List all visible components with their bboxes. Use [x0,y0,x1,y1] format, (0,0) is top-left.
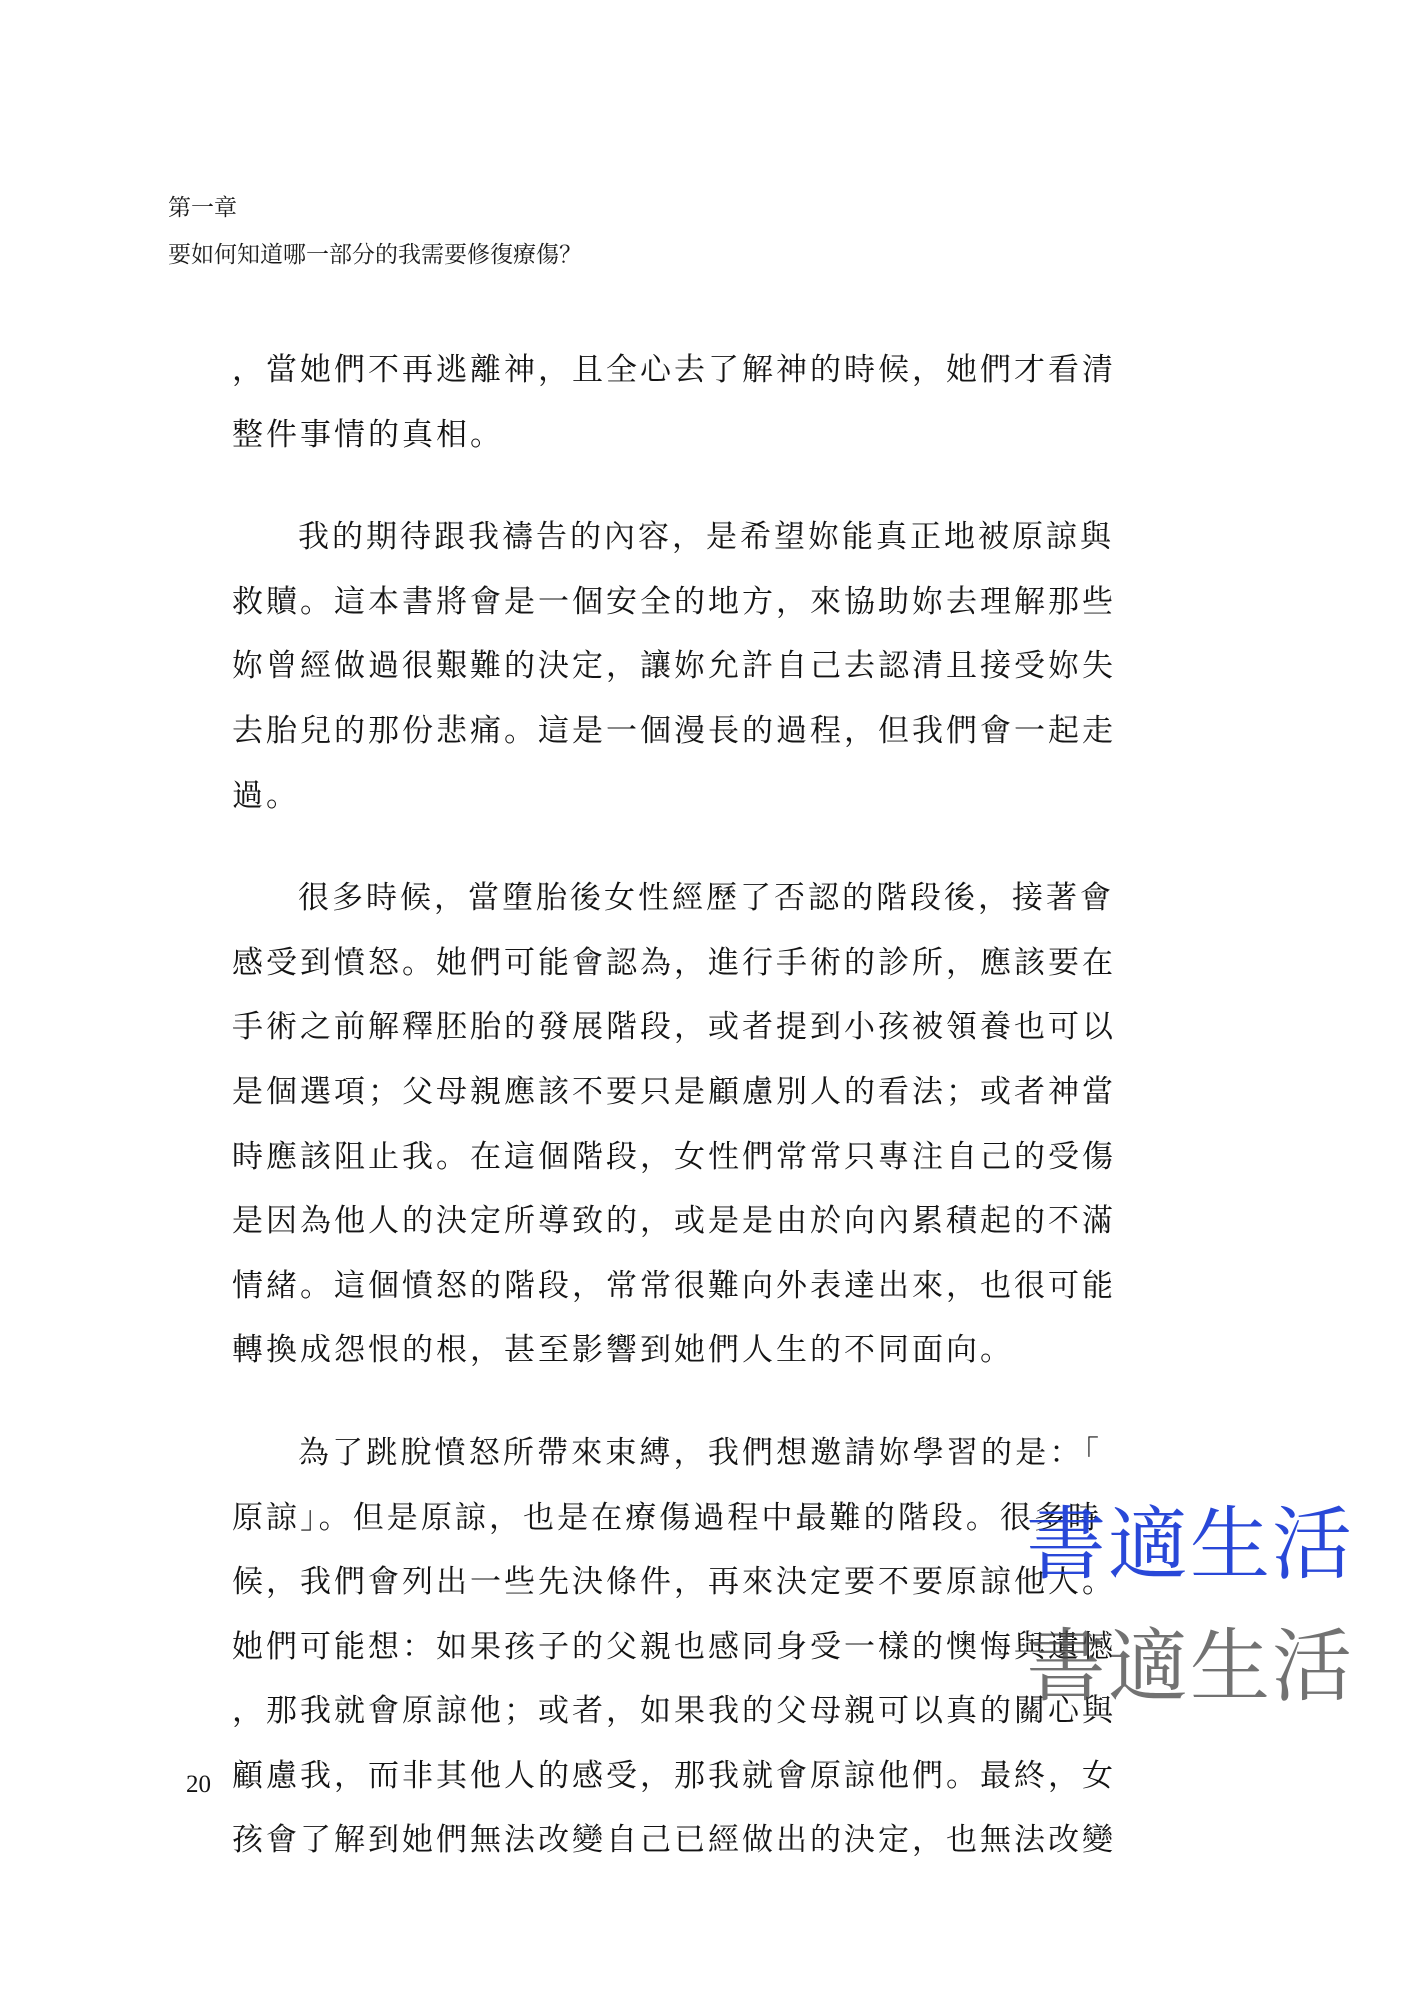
paragraph [232,866,1116,1383]
text-line: 情緒。這個憤怒的階段，常常很難向外表達出來，也很可能 [232,1267,1116,1304]
text-line: 很多時候，當墮胎後女性經歷了否認的階段後，接著會 [298,880,1114,917]
watermark-secondary: 書適生活 [1026,1620,1354,1713]
text-line: ，當她們不再逃離神，且全心去了解神的時候，她們才看清 [232,352,1116,388]
text-line: 孩會了解到她們無法改變自己已經做出的決定，也無法改變 [232,1822,1116,1859]
text-line: 手術之前解釋胚胎的發展階段，或者提到小孩被領養也可以 [232,1009,1116,1046]
text-line: 她們可能想：如果孩子的父親也感同身受一樣的懊悔與遺憾 [232,1628,1116,1665]
body-text [232,338,1116,1873]
chapter-label: 第一章 [168,195,237,221]
chapter-title: 要如何知道哪一部分的我需要修復療傷？ [168,242,582,268]
text-line: 是因為他人的決定所導致的，或是是由於向內累積起的不滿 [232,1203,1116,1240]
text-line: 感受到憤怒。她們可能會認為，進行手術的診所，應該要在 [232,944,1116,981]
text-line: 是個選項；父母親應該不要只是顧慮別人的看法；或者神當 [232,1073,1116,1110]
paragraph [232,505,1116,828]
text-line: 我的期待跟我禱告的內容，是希望妳能真正地被原諒與 [298,519,1114,556]
text-line: 轉換成怨恨的根，甚至影響到她們人生的不同面向。 [232,1332,1014,1369]
text-line: 妳曾經做過很艱難的決定，讓妳允許自己去認清且接受妳失 [232,648,1116,685]
text-line: 顧慮我，而非其他人的感受，那我就會原諒他們。最終，女 [232,1757,1116,1794]
text-line: 原諒」。但是原諒，也是在療傷過程中最難的階段。很多時 [232,1499,1102,1536]
text-line: 候，我們會列出一些先決條件，再來決定要不要原諒他人。 [232,1564,1116,1601]
text-line: 整件事情的真相。 [232,416,504,453]
text-line: 救贖。這本書將會是一個安全的地方，來協助妳去理解那些 [232,583,1116,620]
text-line: ，那我就會原諒他；或者，如果我的父母親可以真的關心與 [232,1693,1116,1730]
paragraph [232,1421,1116,1873]
text-line: 為了跳脫憤怒所帶來束縛，我們想邀請妳學習的是：「 [298,1434,1102,1471]
text-line: 時應該阻止我。在這個階段，女性們常常只專注自己的受傷 [232,1138,1116,1175]
page-number: 20 [186,1771,211,1798]
watermark-primary: 書適生活 [1026,1498,1354,1591]
text-line: 過。 [232,777,300,814]
text-line: 去胎兒的那份悲痛。這是一個漫長的過程，但我們會一起走 [232,712,1116,749]
paragraph [232,338,1116,467]
